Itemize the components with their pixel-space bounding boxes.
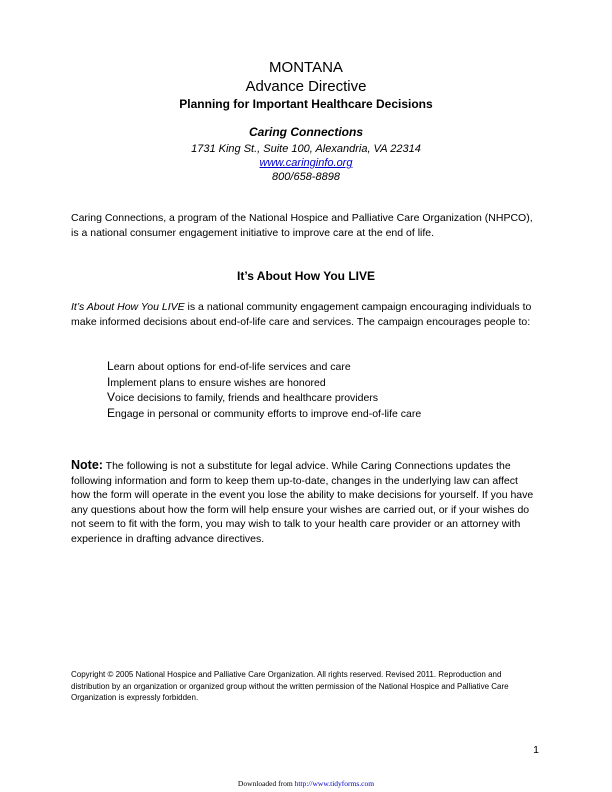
campaign-text: is a national community engagement campaign encouraging individuals to make informed decisions about end-of-life care and services. The campaign encourages people to: (71, 301, 532, 328)
note-text: The following is not a substitute for legal advice. While Caring Connections updates the following information and form to keep them up-to-date, changes in the underlying law can affect how the form will operate in the event you lose the ability to make decisions for yourself. If you have any questions about how the form will help ensure your wishes are carried out, or if your wishes do not seem to fit with the form, you may wish to talk to your health care provider or an attorney with experience in drafting advance directives. (71, 460, 534, 545)
page-number: 1 (533, 744, 539, 756)
list-item (107, 375, 421, 391)
copyright-notice: Copyright © 2005 National Hospice and Palliative Care Organization. All rights reserved. Revised 2011. Reproduction and distribution by an organization or organized group without the written permission of the National Hospice and Palliative Care Organization is expressly forbidden. (71, 670, 509, 703)
list-item-initial: E (107, 405, 116, 420)
list-item-text: oice decisions to family, friends and healthcare providers (115, 392, 379, 405)
organization-name: Caring Connections (248, 125, 363, 139)
list-item-initial: I (107, 374, 111, 389)
list-item-text: earn about options for end-of-life services and care (113, 361, 351, 373)
organization-website-link[interactable]: www.caringinfo.org (259, 157, 353, 169)
list-item-initial: V (107, 390, 116, 405)
legal-note (71, 458, 536, 547)
list-item (107, 390, 421, 406)
document-subtitle: Planning for Important Healthcare Decisions (179, 97, 433, 111)
document-title: Advance Directive (245, 78, 367, 95)
list-item-text: ngage in personal or community efforts to improve end-of-life care (115, 407, 422, 420)
footer-prefix: Downloaded from (237, 779, 295, 788)
campaign-paragraph (71, 300, 536, 329)
organization-phone: 800/658-8898 (272, 171, 340, 183)
organization-address: 1731 King St., Suite 100, Alexandria, VA 22314 (191, 143, 421, 155)
list-item (107, 406, 421, 422)
list-item (107, 359, 421, 375)
footer-url-link[interactable]: http://www.tidyforms.com (294, 779, 375, 788)
campaign-name: It’s About How You LIVE (71, 301, 185, 313)
campaign-heading: It’s About How You LIVE (237, 269, 375, 283)
live-list (107, 359, 421, 421)
state-name: MONTANA (269, 59, 343, 76)
download-footer (0, 779, 612, 788)
note-label: Note: (71, 458, 103, 472)
list-item-initial: L (107, 359, 114, 373)
intro-paragraph: Caring Connections, a program of the National Hospice and Palliative Care Organization (NHPCO), is a national consumer engagement initiative to improve care at the end of life. (71, 212, 533, 239)
list-item-text: mplement plans to ensure wishes are honored (110, 376, 326, 389)
